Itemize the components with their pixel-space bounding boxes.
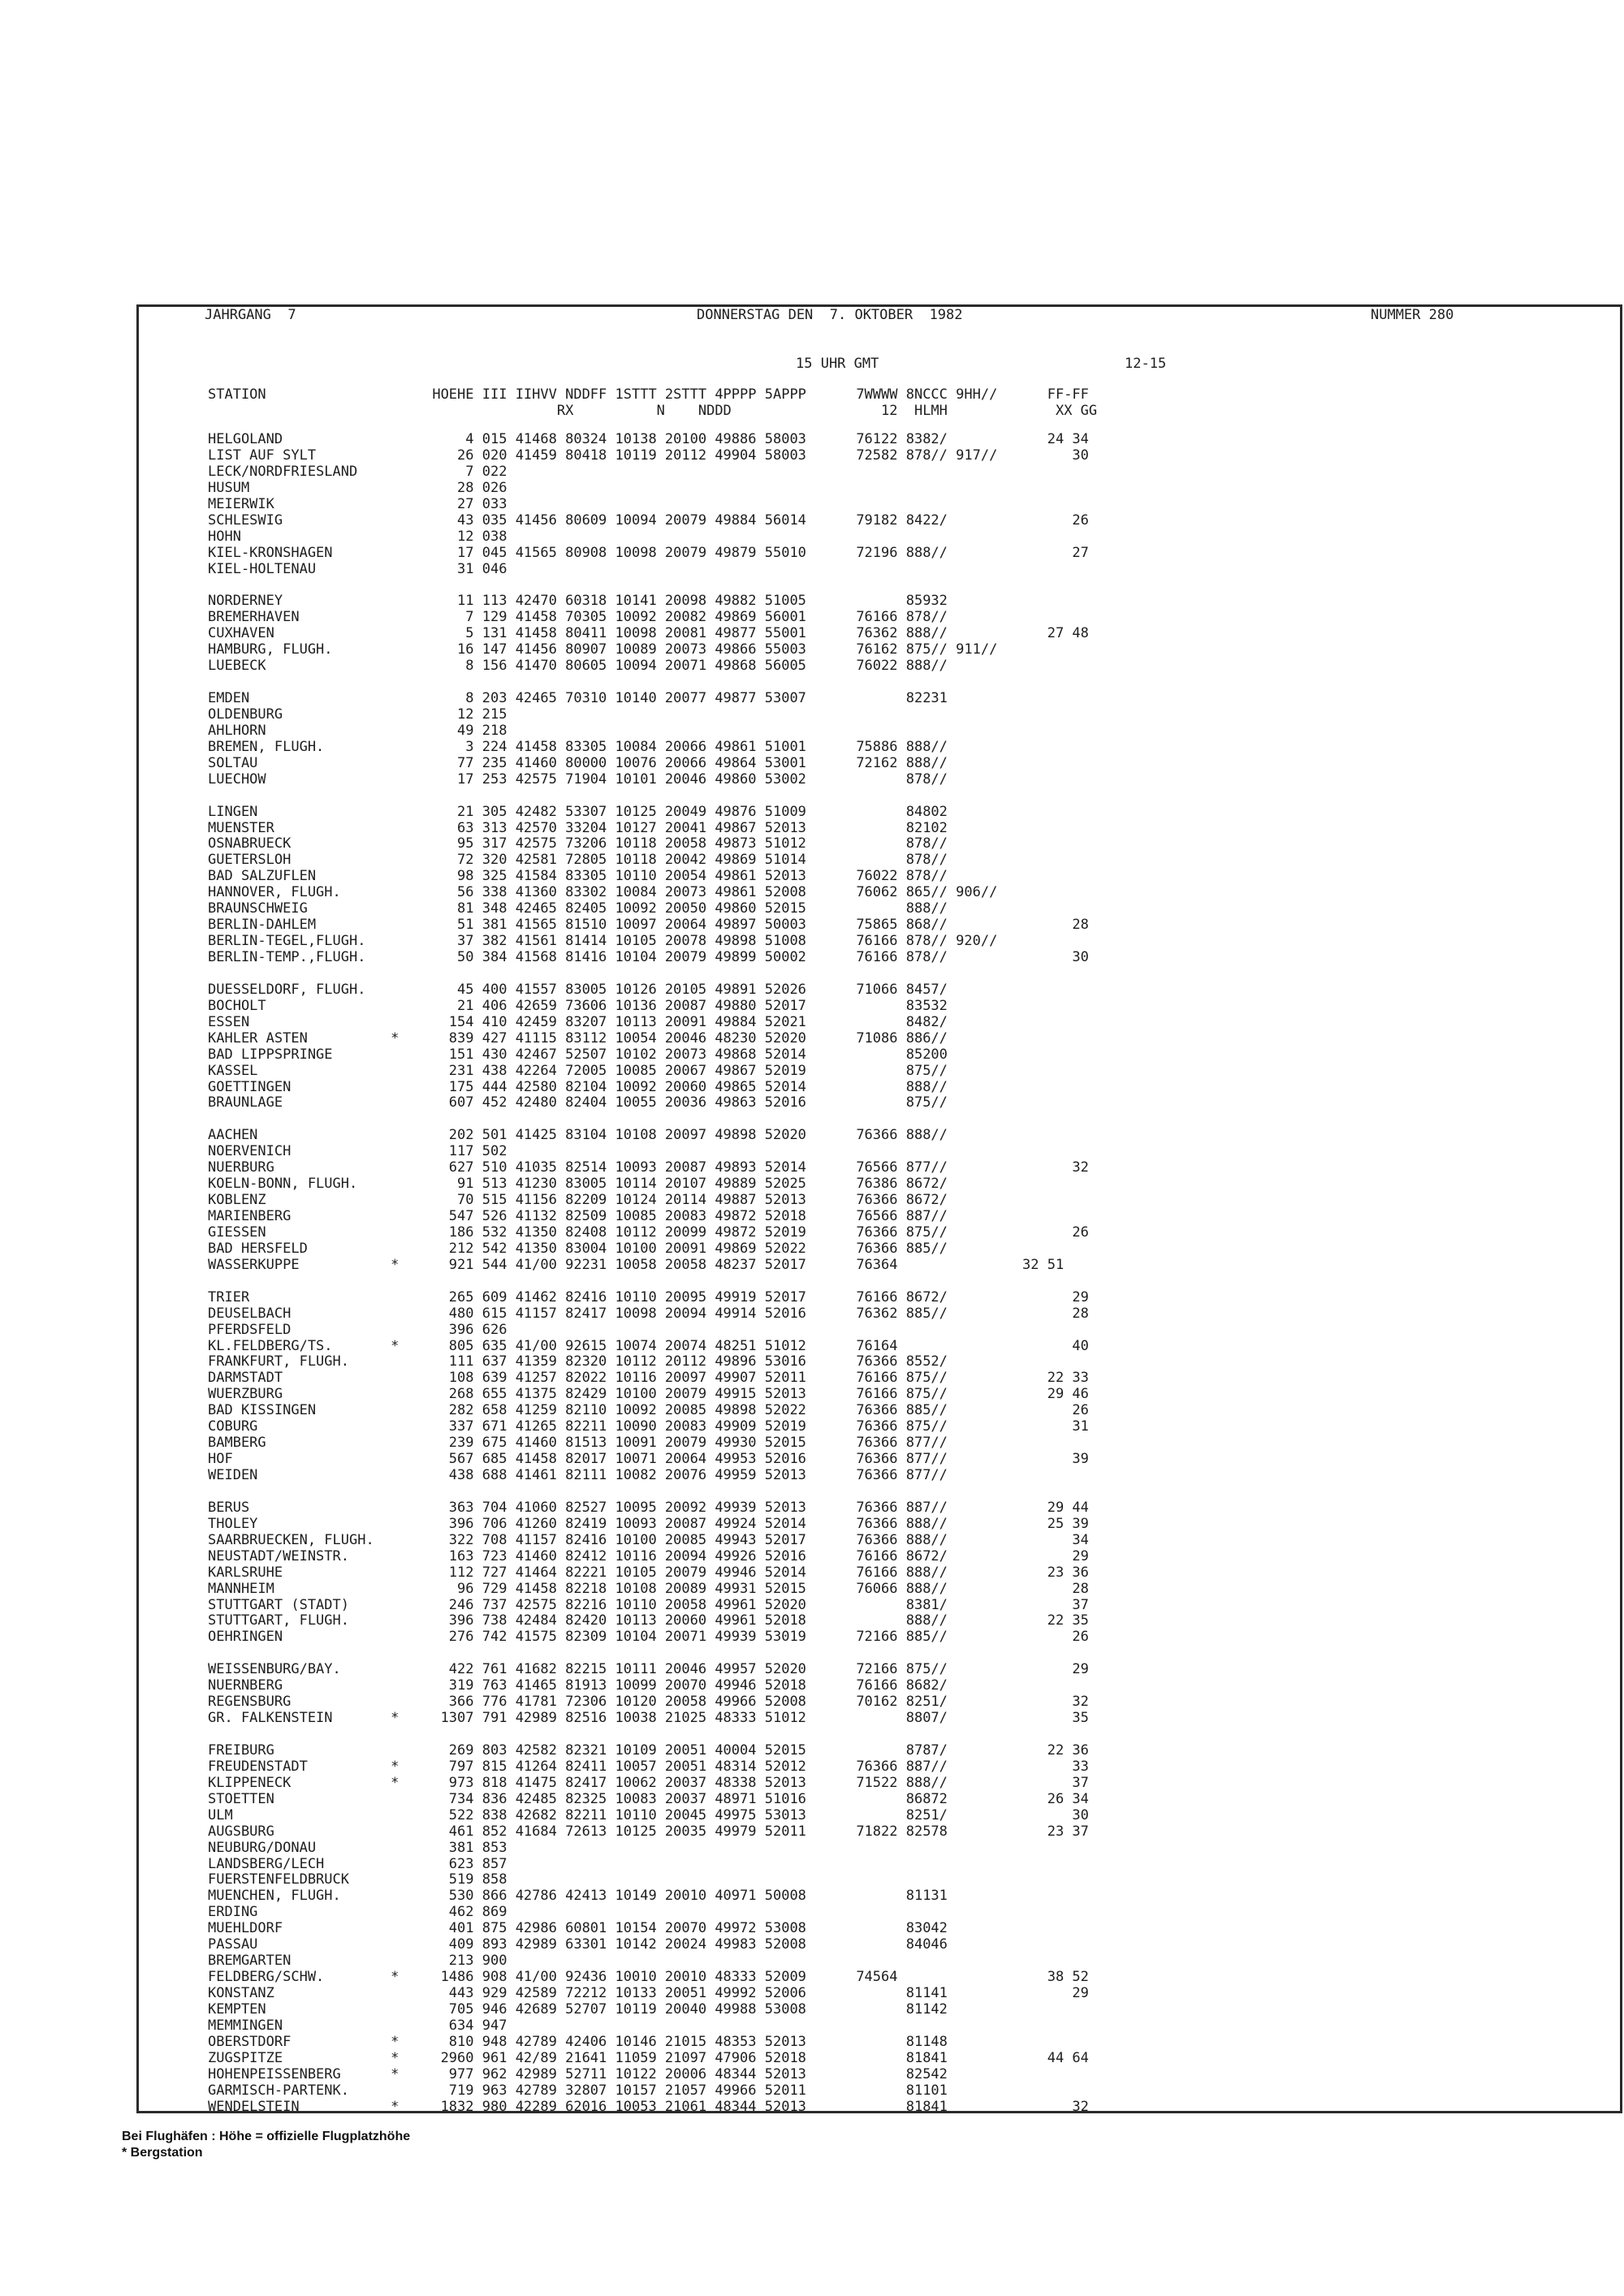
- table-row: ESSEN 154 410 42459 83207 10113 20091 49884 52021 8482/: [208, 1013, 948, 1030]
- table-row: SCHLESWIG 43 035 41456 80609 10094 20079 49884 56014 79182 8422/ 26: [208, 511, 1089, 529]
- table-row: SAARBRUECKEN, FLUGH. 322 708 41157 82416 10100 20085 49943 52017 76366 888// 34: [208, 1531, 1089, 1548]
- table-row: GARMISCH-PARTENK. 719 963 42789 32807 10157 21057 49966 52011 81101: [208, 2082, 948, 2099]
- table-row: THOLEY 396 706 41260 82419 10093 20087 49924 52014 76366 888// 25 39: [208, 1515, 1089, 1532]
- table-row: BERLIN-TEGEL,FLUGH. 37 382 41561 81414 10105 20078 49898 51008 76166 878// 920//: [208, 933, 998, 950]
- table-row: BREMGARTEN 213 900: [208, 1953, 508, 1970]
- table-row: PASSAU 409 893 42989 63301 10142 20024 49983 52008 84046: [208, 1936, 948, 1953]
- volume-label: JAHRGANG 7: [205, 307, 296, 323]
- table-row: ZUGSPITZE * 2960 961 42/89 21641 11059 21097 47906 52018 81841 44 64: [208, 2049, 1089, 2066]
- table-row: GUETERSLOH 72 320 42581 72805 10118 20042 49869 51014 878//: [208, 852, 948, 869]
- table-row: LECK/NORDFRIESLAND 7 022: [208, 463, 508, 480]
- table-row: LINGEN 21 305 42482 53307 10125 20049 49876 51009 84802: [208, 803, 948, 820]
- table-row: PFERDSFELD 396 626: [208, 1321, 508, 1338]
- table-row: KASSEL 231 438 42264 72005 10085 20067 49867 52019 875//: [208, 1062, 948, 1079]
- group-spacer: [208, 675, 1089, 691]
- table-row: HELGOLAND 4 015 41468 80324 10138 20100 49886 58003 76122 8382/ 24 34: [208, 431, 1089, 447]
- table-row: KONSTANZ 443 929 42589 72212 10133 20051 49992 52006 81141 29: [208, 1985, 1089, 2001]
- table-row: FUERSTENFELDBRUCK 519 858: [208, 1871, 508, 1888]
- table-row: FELDBERG/SCHW. * 1486 908 41/00 92436 10010 20010 48333 52009 74564 38 52: [208, 1969, 1089, 1986]
- footnote-airports: Bei Flughäfen : Höhe = offizielle Flugplatzhöhe: [122, 2130, 411, 2143]
- column-headers-line1: STATION HOEHE III IIHVV NDDFF 1STTT 2STTT 4PPPP 5APPP 7WWWW 8NCCC 9HH// FF-FF: [208, 386, 1089, 403]
- group-spacer: [208, 788, 1089, 805]
- table-row: NEUSTADT/WEINSTR. 163 723 41460 82412 10116 20094 49926 52016 76166 8672/ 29: [208, 1547, 1089, 1564]
- table-row: NORDERNEY 11 113 42470 60318 10141 20098 49882 51005 85932: [208, 593, 948, 610]
- table-row: BAD LIPPSPRINGE 151 430 42467 52507 10102 20073 49868 52014 85200: [208, 1046, 948, 1063]
- group-spacer: [208, 1727, 1089, 1743]
- table-row: BRAUNSCHWEIG 81 348 42465 82405 10092 20050 49860 52015 888//: [208, 900, 948, 917]
- table-row: WEISSENBURG/BAY. 422 761 41682 82215 10111 20046 49957 52020 72166 875// 29: [208, 1661, 1089, 1678]
- table-row: STUTTGART (STADT) 246 737 42575 82216 10110 20058 49961 52020 8381/ 37: [208, 1596, 1089, 1613]
- table-row: OEHRINGEN 276 742 41575 82309 10104 20071 49939 53019 72166 885// 26: [208, 1629, 1089, 1646]
- table-row: HAMBURG, FLUGH. 16 147 41456 80907 10089 20073 49866 55003 76162 875// 911//: [208, 641, 998, 658]
- table-row: GIESSEN 186 532 41350 82408 10112 20099 49872 52019 76366 875// 26: [208, 1224, 1089, 1241]
- table-row: BERLIN-TEMP.,FLUGH. 50 384 41568 81416 10104 20079 49899 50002 76166 878// 30: [208, 949, 1089, 965]
- table-row: WEIDEN 438 688 41461 82111 10082 20076 49959 52013 76366 877//: [208, 1467, 948, 1483]
- table-row: BAD KISSINGEN 282 658 41259 82110 10092 20085 49898 52022 76366 885// 26: [208, 1402, 1089, 1419]
- table-row: OLDENBURG 12 215: [208, 706, 508, 723]
- table-row: MUENCHEN, FLUGH. 530 866 42786 42413 10149 20010 40971 50008 81131: [208, 1888, 948, 1905]
- table-row: NEUBURG/DONAU 381 853: [208, 1839, 508, 1856]
- table-row: HUSUM 28 026: [208, 479, 508, 496]
- footnote-mountain-station: * Bergstation: [122, 2146, 203, 2160]
- group-spacer: [208, 966, 1089, 982]
- table-row: HOHENPEISSENBERG * 977 962 42989 52711 10122 20006 48344 52013 82542: [208, 2065, 948, 2082]
- table-row: WUERZBURG 268 655 41375 82429 10100 20079 49915 52013 76166 875// 29 46: [208, 1386, 1089, 1403]
- group-spacer: [208, 577, 1089, 593]
- table-row: BERLIN-DAHLEM 51 381 41565 81510 10097 20064 49897 50003 75865 868// 28: [208, 917, 1089, 934]
- table-row: COBURG 337 671 41265 82211 10090 20083 49909 52019 76366 875// 31: [208, 1418, 1089, 1435]
- issue-date: DONNERSTAG DEN 7. OKTOBER 1982: [697, 307, 963, 323]
- table-row: LANDSBERG/LECH 623 857: [208, 1855, 508, 1872]
- group-spacer: [208, 1484, 1089, 1500]
- table-row: MEMMINGEN 634 947: [208, 2017, 508, 2034]
- table-row: HOF 567 685 41458 82017 10071 20064 49953 52016 76366 877// 39: [208, 1451, 1089, 1468]
- table-row: NUERBURG 627 510 41035 82514 10093 20087 49893 52014 76566 877// 32: [208, 1159, 1089, 1176]
- table-row: FREIBURG 269 803 42582 82321 10109 20051 40004 52015 8787/ 22 36: [208, 1741, 1089, 1759]
- table-row: ERDING 462 869: [208, 1904, 508, 1921]
- table-row: KAHLER ASTEN * 839 427 41115 83112 10054 20046 48230 52020 71086 886//: [208, 1029, 948, 1047]
- table-row: AUGSBURG 461 852 41684 72613 10125 20035 49979 52011 71822 82578 23 37: [208, 1823, 1089, 1840]
- table-row: FRANKFURT, FLUGH. 111 637 41359 82320 10112 20112 49896 53016 76366 8552/: [208, 1353, 948, 1370]
- table-row: KEMPTEN 705 946 42689 52707 10119 20040 49988 53008 81142: [208, 2000, 948, 2018]
- table-row: HANNOVER, FLUGH. 56 338 41360 83302 10084 20073 49861 52008 76062 865// 906//: [208, 884, 998, 901]
- table-row: SOLTAU 77 235 41460 80000 10076 20066 49864 53001 72162 888//: [208, 754, 948, 771]
- table-row: WENDELSTEIN * 1832 980 42289 62016 10053 21061 48344 52013 81841 32: [208, 2098, 1089, 2115]
- table-row: BOCHOLT 21 406 42659 73606 10136 20087 49880 52017 83532: [208, 997, 948, 1014]
- table-row: KIEL-KRONSHAGEN 17 045 41565 80908 10098 20079 49879 55010 72196 888// 27: [208, 544, 1089, 561]
- table-row: GR. FALKENSTEIN * 1307 791 42989 82516 10038 21025 48333 51012 8807/ 35: [208, 1710, 1089, 1727]
- table-row: REGENSBURG 366 776 41781 72306 10120 20058 49966 52008 70162 8251/ 32: [208, 1694, 1089, 1711]
- table-row: KL.FELDBERG/TS. * 805 635 41/00 92615 10074 20074 48251 51012 76164 40: [208, 1337, 1089, 1354]
- group-spacer: [208, 1111, 1089, 1128]
- table-row: BERUS 363 704 41060 82527 10095 20092 49939 52013 76366 887// 29 44: [208, 1499, 1089, 1516]
- table-row: LUECHOW 17 253 42575 71904 10101 20046 49860 53002 878//: [208, 770, 948, 788]
- table-row: AACHEN 202 501 41425 83104 10108 20097 49898 52020 76366 888//: [208, 1127, 948, 1144]
- table-row: BRAUNLAGE 607 452 42480 82404 10055 20036 49863 52016 875//: [208, 1094, 948, 1111]
- table-row: CUXHAVEN 5 131 41458 80411 10098 20081 49877 55001 76362 888// 27 48: [208, 625, 1089, 642]
- table-row: MEIERWIK 27 033: [208, 495, 508, 512]
- table-row: KLIPPENECK * 973 818 41475 82417 10062 20037 48338 52013 71522 888// 37: [208, 1774, 1089, 1791]
- table-row: STOETTEN 734 836 42485 82325 10083 20037 48971 51016 86872 26 34: [208, 1790, 1089, 1807]
- table-row: LUEBECK 8 156 41470 80605 10094 20071 49868 56005 76022 888//: [208, 658, 948, 675]
- table-row: FREUDENSTADT * 797 815 41264 82411 10057 20051 48314 52012 76366 887// 33: [208, 1758, 1089, 1775]
- observation-time: 15 UHR GMT: [796, 356, 879, 372]
- table-row: BAD HERSFELD 212 542 41350 83004 10100 20091 49869 52022 76366 885//: [208, 1240, 948, 1257]
- time-range: 12-15: [1125, 356, 1167, 372]
- table-row: MANNHEIM 96 729 41458 82218 10108 20089 49931 52015 76066 888// 28: [208, 1580, 1089, 1597]
- table-row: KOELN-BONN, FLUGH. 91 513 41230 83005 10114 20107 49889 52025 76386 8672/: [208, 1176, 948, 1193]
- table-row: BAMBERG 239 675 41460 81513 10091 20079 49930 52015 76366 877//: [208, 1435, 948, 1452]
- table-row: KIEL-HOLTENAU 31 046: [208, 560, 508, 577]
- table-row: KOBLENZ 70 515 41156 82209 10124 20114 49887 52013 76366 8672/: [208, 1192, 948, 1209]
- table-row: ULM 522 838 42682 82211 10110 20045 49975 53013 8251/ 30: [208, 1806, 1089, 1823]
- table-row: NOERVENICH 117 502: [208, 1143, 508, 1160]
- table-row: DARMSTADT 108 639 41257 82022 10116 20097 49907 52011 76166 875// 22 33: [208, 1370, 1089, 1387]
- table-row: OSNABRUECK 95 317 42575 73206 10118 20058 49873 51012 878//: [208, 835, 948, 852]
- table-row: OBERSTDORF * 810 948 42789 42406 10146 21015 48353 52013 81148: [208, 2033, 948, 2050]
- table-row: STUTTGART, FLUGH. 396 738 42484 82420 10113 20060 49961 52018 888// 22 35: [208, 1612, 1089, 1629]
- group-spacer: [208, 1646, 1089, 1662]
- table-row: TRIER 265 609 41462 82416 10110 20095 49919 52017 76166 8672/ 29: [208, 1288, 1089, 1306]
- table-row: HOHN 12 038: [208, 528, 508, 545]
- station-table: [208, 432, 1089, 2116]
- table-row: AHLHORN 49 218: [208, 722, 508, 739]
- table-row: DUESSELDORF, FLUGH. 45 400 41557 83005 10126 20105 49891 52026 71066 8457/: [208, 981, 948, 998]
- table-row: EMDEN 8 203 42465 70310 10140 20077 49877 53007 82231: [208, 690, 948, 706]
- table-row: BREMEN, FLUGH. 3 224 41458 83305 10084 20066 49861 51001 75886 888//: [208, 738, 948, 755]
- table-row: GOETTINGEN 175 444 42580 82104 10092 20060 49865 52014 888//: [208, 1078, 948, 1095]
- table-row: KARLSRUHE 112 727 41464 82221 10105 20079 49946 52014 76166 888// 23 36: [208, 1564, 1089, 1581]
- table-row: BAD SALZUFLEN 98 325 41584 83305 10110 20054 49861 52013 76022 878//: [208, 868, 948, 885]
- table-row: WASSERKUPPE * 921 544 41/00 92231 10058 20058 48237 52017 76364 32 51: [208, 1256, 1065, 1273]
- group-spacer: [208, 1274, 1089, 1290]
- column-headers-line2: RX N NDDD 12 HLMH XX GG: [208, 403, 1098, 419]
- table-row: NUERNBERG 319 763 41465 81913 10099 20070 49946 52018 76166 8682/: [208, 1677, 948, 1694]
- table-row: MUEHLDORF 401 875 42986 60801 10154 20070 49972 53008 83042: [208, 1920, 948, 1937]
- table-row: MUENSTER 63 313 42570 33204 10127 20041 49867 52013 82102: [208, 819, 948, 836]
- issue-number: NUMMER 280: [1371, 307, 1454, 323]
- table-row: BREMERHAVEN 7 129 41458 70305 10092 20082 49869 56001 76166 878//: [208, 609, 948, 626]
- table-row: MARIENBERG 547 526 41132 82509 10085 20083 49872 52018 76566 887//: [208, 1208, 948, 1224]
- table-row: DEUSELBACH 480 615 41157 82417 10098 20094 49914 52016 76362 885// 28: [208, 1305, 1089, 1322]
- table-row: LIST AUF SYLT 26 020 41459 80418 10119 20112 49904 58003 72582 878// 917// 30: [208, 447, 1089, 464]
